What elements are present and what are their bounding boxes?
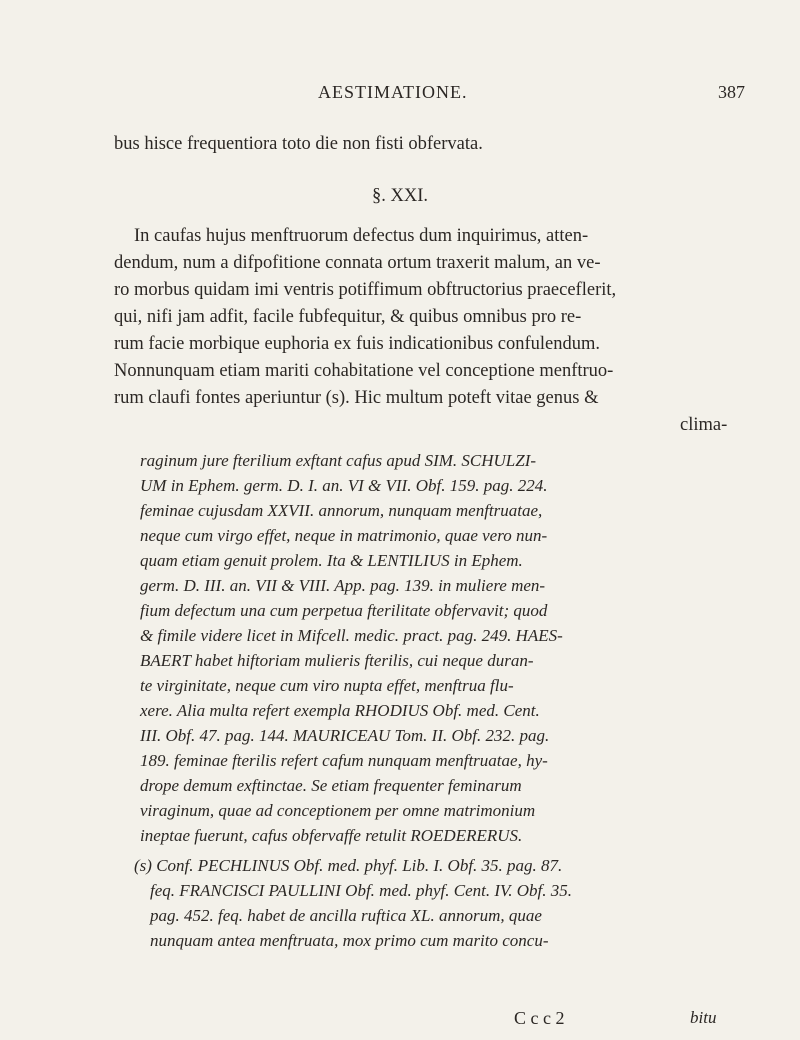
body-line: qui, nifi jam adfit, facile fubfequitur, & quibus omnibus pro re- (114, 307, 582, 327)
footnote-line: UM in Ephem. germ. D. I. an. VI & VII. Obf. 159. pag. 224. (140, 476, 548, 495)
footnote-line: BAERT habet hiftoriam mulieris fterilis, cui neque duran- (140, 651, 534, 670)
running-title: AESTIMATIONE. (318, 82, 468, 102)
footnote-line: xere. Alia multa refert exempla RHODIUS Obf. med. Cent. (140, 701, 540, 720)
footnote-line: feq. FRANCISCI PAULLINI Obf. med. phyf. Cent. IV. Obf. 35. (150, 881, 572, 900)
footnote-line: III. Obf. 47. pag. 144. MAURICEAU Tom. II. Obf. 232. pag. (140, 726, 550, 745)
body-line: rum facie morbique euphoria ex fuis indicationibus confulendum. (114, 334, 601, 354)
footnote-line: te virginitate, neque cum viro nupta effet, menftrua flu- (140, 676, 514, 695)
body-line: ro morbus quidam imi ventris potiffimum obftructorius praeceflerit, (114, 280, 617, 300)
footnote-line: & fimile videre licet in Mifcell. medic. pract. pag. 249. HAES- (140, 626, 563, 645)
footnote-line: drope demum exftinctae. Se etiam frequenter feminarum (140, 776, 522, 795)
body-line: dendum, num a difpofitione connata ortum traxerit malum, an ve- (114, 253, 601, 273)
section-heading: §. XXI. (371, 186, 428, 206)
footnote-line: raginum jure fterilium exftant cafus apud SIM. SCHULZI- (140, 451, 537, 470)
footnote-line: quam etiam genuit prolem. Ita & LENTILIUS in Ephem. (140, 551, 523, 570)
footnote-line: ineptae fuerunt, cafus obfervaffe retulit ROEDERERUS. (140, 826, 523, 845)
footnote-line: feminae cujusdam XXVII. annorum, nunquam menftruatae, (140, 501, 543, 520)
catchword: bitu (690, 1008, 717, 1027)
footnote-line: fium defectum una cum perpetua fterilitate obfervavit; quod (140, 601, 548, 620)
footnote-line: viraginum, quae ad conceptionem per omne matrimonium (140, 801, 536, 820)
body-line: In caufas hujus menftruorum defectus dum inquirimus, atten- (134, 226, 589, 246)
body-line: clima- (680, 415, 728, 435)
body-line: Nonnunquam etiam mariti cohabitatione vel conceptione menftruo- (114, 361, 614, 381)
body-line: rum claufi fontes aperiuntur (s). Hic multum poteft vitae genus & (114, 388, 599, 408)
footnote-line: nunquam antea menftruata, mox primo cum marito concu- (150, 931, 549, 950)
footnote-line: neque cum virgo effet, neque in matrimonio, quae vero nun- (140, 526, 548, 545)
body-line: bus hisce frequentiora toto die non fisti obfervata. (114, 134, 483, 154)
page-header (0, 82, 800, 112)
footnote-line: 189. feminae fterilis refert cafum nunquam menftruatae, hy- (140, 751, 548, 770)
footnote-line: pag. 452. feq. habet de ancilla ruftica XL. annorum, quae (150, 906, 542, 925)
footnote-line: germ. D. III. an. VII & VIII. App. pag. 139. in muliere men- (140, 576, 546, 595)
footnote-line: (s) Conf. PECHLINUS Obf. med. phyf. Lib. I. Obf. 35. pag. 87. (134, 856, 563, 875)
signature-mark: C c c 2 (514, 1008, 565, 1028)
page-number: 387 (718, 82, 745, 102)
